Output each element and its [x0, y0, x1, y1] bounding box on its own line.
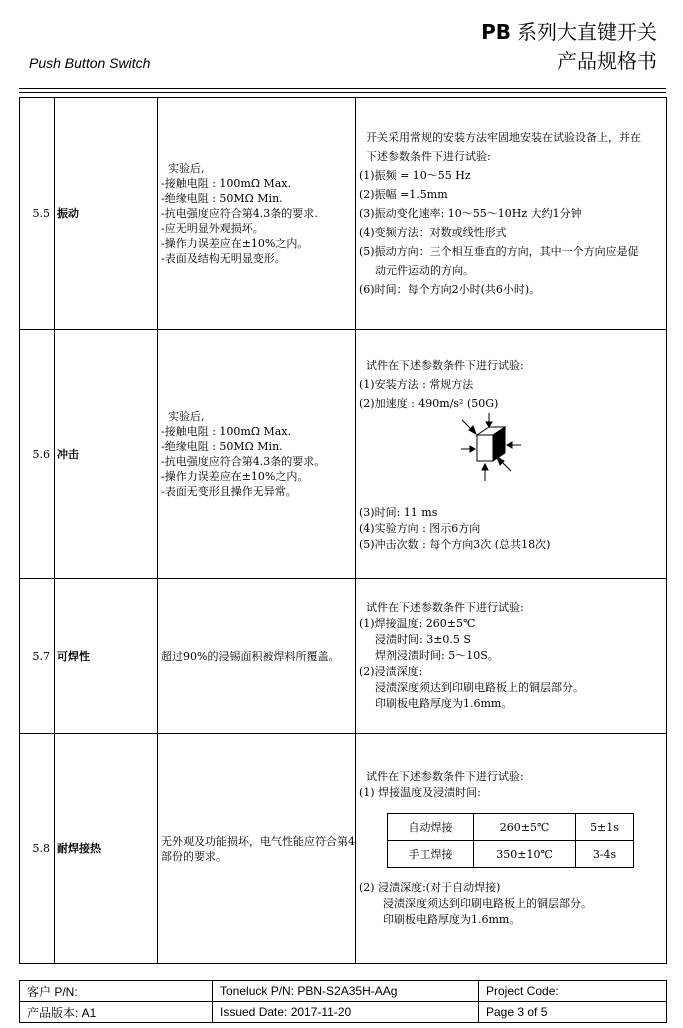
- project-code: Project Code:: [479, 981, 667, 1002]
- doc-subtitle: Push Button Switch: [29, 55, 151, 71]
- table-row: [20, 579, 667, 734]
- method-line: (6)时间：每个方向2小时(共6小时)。: [359, 283, 541, 296]
- footer-table: [19, 980, 667, 1023]
- solder-temp: 260±5℃: [474, 814, 576, 841]
- header-rule: [19, 88, 666, 89]
- criteria-line: -接触电阻 : 100mΩ Max.: [161, 425, 291, 438]
- table-row: [20, 330, 667, 579]
- method-line: (4)实验方向 : 图示6方向: [359, 521, 481, 535]
- criteria-line: -表面无变形且操作无异常。: [161, 485, 297, 498]
- criteria-line: -绝缘电阻 : 50MΩ Min.: [161, 192, 283, 205]
- criteria-line: -操作力误差应在±10%之内。: [161, 237, 309, 250]
- cube-icon: [477, 427, 505, 461]
- doc-title-line2: 产品规格书: [557, 49, 657, 73]
- method-cell: [356, 330, 667, 579]
- method-line: 下述参数条件下进行试验:: [366, 150, 491, 163]
- criteria-cell: [158, 98, 356, 330]
- method-line: (4)变频方法：对数或线性形式: [359, 226, 507, 239]
- method-line: 动元件运动的方向。: [375, 264, 474, 277]
- table-row: [388, 814, 634, 841]
- doc-title-line1: [481, 16, 657, 45]
- method-line: 试件在下述参数条件下进行试验:: [366, 358, 524, 372]
- item-name: 振动: [55, 98, 158, 330]
- criteria-line: -抗电强度应符合第4.3条的要求。: [161, 455, 326, 468]
- table-row: [20, 981, 667, 1002]
- method-line: 印刷板电路厚度为1.6mm。: [375, 697, 513, 710]
- customer-pn: 客户 P/N:: [20, 981, 213, 1002]
- item-name: 耐焊接热: [55, 734, 158, 964]
- criteria-cell: [158, 579, 356, 734]
- method-line: 印刷板电路厚度为1.6mm。: [383, 913, 521, 926]
- method-line: (3)振动变化速率: 10～55～10Hz 大约1分钟: [359, 207, 582, 220]
- item-name: 冲击: [55, 330, 158, 579]
- page-number: Page 3 of 5: [479, 1002, 667, 1023]
- method-line: (2) 浸渍深度:(对于自动焊接): [359, 881, 501, 894]
- method-line: (1)安装方法 : 常规方法: [359, 377, 474, 391]
- item-number: 5.8: [20, 734, 55, 964]
- method-line: 焊剂浸渍时间: 5～10S。: [375, 649, 499, 662]
- method-line: (1)焊接温度: 260±5℃: [359, 617, 476, 630]
- solder-time: 5±1s: [576, 814, 634, 841]
- table-row: [20, 98, 667, 330]
- criteria-line: -抗电强度应符合第4.3条的要求.: [161, 207, 318, 220]
- solder-method: 自动焊接: [388, 814, 474, 841]
- method-line: 试件在下述参数条件下进行试验:: [366, 601, 524, 614]
- spec-table: [19, 97, 667, 964]
- method-line: (5)振动方向：三个相互垂直的方向，其中一个方向应是促: [359, 245, 639, 258]
- method-line: (2)加速度 : 490m/s² (50G): [359, 396, 499, 410]
- title-code: PB: [481, 20, 511, 44]
- table-row: [388, 841, 634, 868]
- issued-date: Issued Date: 2017-11-20: [213, 1002, 479, 1023]
- criteria-line: 实验后,: [168, 162, 205, 175]
- criteria-line: -表面及结构无明显变形。: [161, 252, 286, 265]
- method-line: (2)浸渍深度:: [359, 665, 423, 678]
- item-number: 5.7: [20, 579, 55, 734]
- criteria-line: -操作力误差应在±10%之内。: [161, 470, 309, 483]
- method-line: (5)冲击次数 : 每个方向3次 (总共18次): [359, 537, 551, 551]
- table-row: [20, 734, 667, 964]
- method-line: 浸渍深度须达到印刷电路板上的铜层部分。: [375, 681, 584, 694]
- method-line: (1) 焊接温度及浸渍时间:: [359, 786, 481, 799]
- product-version: 产品版本: A1: [20, 1002, 213, 1023]
- solder-method: 手工焊接: [388, 841, 474, 868]
- method-line: (1)振频 = 10～55 Hz: [359, 169, 471, 182]
- criteria-line: -接触电阻 : 100mΩ Max.: [161, 177, 291, 190]
- method-line: 试件在下述参数条件下进行试验:: [366, 770, 524, 783]
- shock-direction-diagram: [359, 413, 670, 505]
- method-line: 浸渍时间: 3±0.5 S: [375, 633, 471, 646]
- criteria-line: 实验后,: [168, 410, 205, 423]
- method-line: 浸渍深度须达到印刷电路板上的铜层部分。: [383, 897, 592, 910]
- solder-temp: 350±10℃: [474, 841, 576, 868]
- header-rule-2: [19, 92, 666, 93]
- item-number: 5.5: [20, 98, 55, 330]
- toneluck-pn: Toneluck P/N: PBN-S2A35H-AAg: [213, 981, 479, 1002]
- method-line: (3)时间: 11 ms: [359, 505, 438, 519]
- item-number: 5.6: [20, 330, 55, 579]
- criteria-line: -应无明显外观损坏。: [161, 222, 264, 235]
- title-rest: 系列大直键开关: [517, 20, 657, 44]
- item-name: 可焊性: [55, 579, 158, 734]
- criteria-line: -绝缘电阻 : 50MΩ Min.: [161, 440, 283, 453]
- method-cell: [356, 734, 667, 964]
- method-line: 开关采用常规的安装方法牢固地安装在试验设备上，并在: [366, 131, 641, 144]
- solder-time: 3-4s: [576, 841, 634, 868]
- method-cell: [356, 98, 667, 330]
- method-line: (2)振幅 =1.5mm: [359, 188, 448, 201]
- table-row: [20, 1002, 667, 1023]
- solder-table: [387, 813, 634, 868]
- method-cell: [356, 579, 667, 734]
- criteria-line: 超过90%的浸锡面积被焊料所覆盖。: [161, 649, 340, 663]
- criteria-cell: [158, 330, 356, 579]
- criteria-line: 无外观及功能损坏，电气性能应符合第4部份的要求。: [161, 834, 355, 863]
- criteria-cell: [158, 734, 356, 964]
